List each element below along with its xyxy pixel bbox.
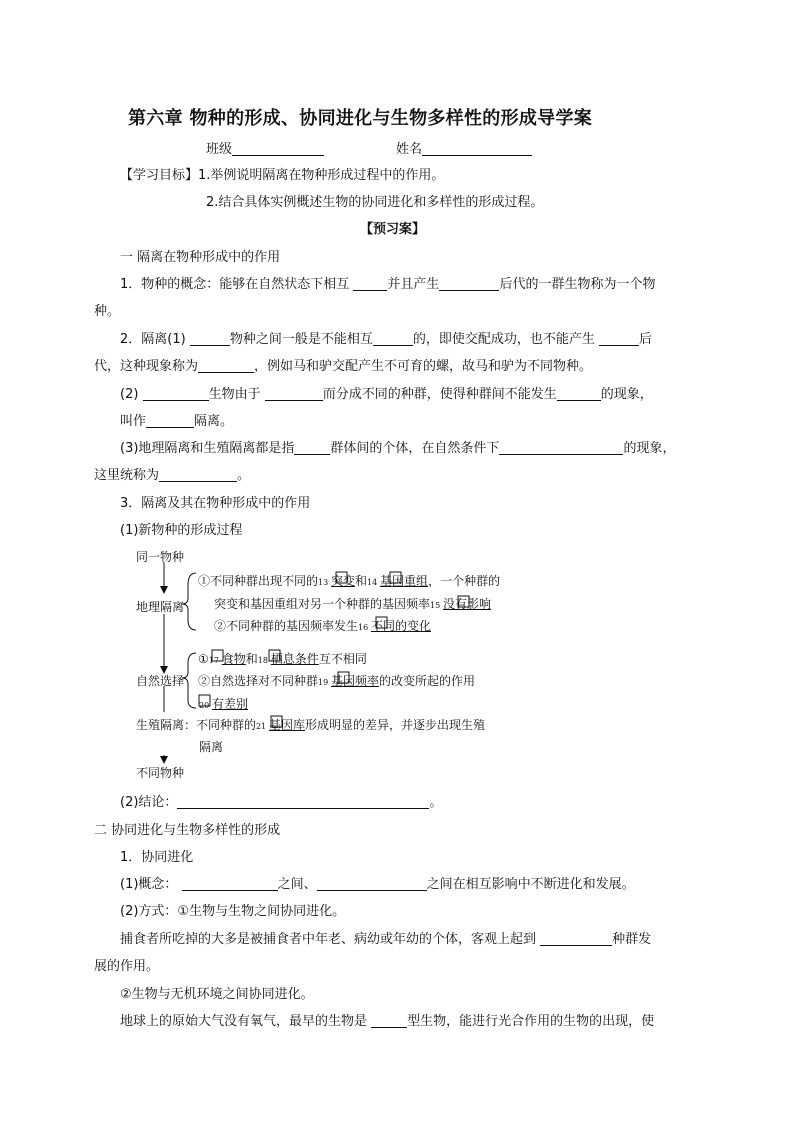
nat-1c: 和 <box>245 652 258 666</box>
q2-text-f: ，例如马和驴交配产生不可育的螺，故马和驴为不同物种。 <box>254 359 593 374</box>
rep-a: 生殖隔离：不同种群的 <box>136 718 257 732</box>
objective-2: 2.结合具体实例概述生物的协同进化和多样性的形成过程。 <box>206 195 544 210</box>
box-18-label: 18 <box>257 656 268 665</box>
box-19-label: 19 <box>318 678 329 687</box>
flow-nat-line1 <box>198 650 367 667</box>
class-label: 班级 <box>206 142 233 157</box>
flow-geo: 地理隔离 <box>136 600 185 614</box>
name-label: 姓名 <box>396 142 423 157</box>
flow-geo-line2 <box>214 595 491 612</box>
arrow-1-head <box>160 586 168 594</box>
q1-text-a: 1．物种的概念：能够在自然状态下相互 <box>120 277 350 292</box>
atmosphere-text-a: 地球上的原始大气没有氧气，最早的生物是 <box>120 1014 368 1029</box>
q2-text-a: 2．隔离(1) <box>120 332 186 347</box>
nat-brace <box>182 653 196 708</box>
q2-2-text-c: 而分成不同的种群，使得种群间不能发生 <box>322 387 557 402</box>
box-21-label: 21 <box>256 722 267 731</box>
section1-heading: 一 隔离在物种形成中的作用 <box>120 250 281 265</box>
q2-2-text-b: 生物由于 <box>208 387 261 402</box>
geo-2b: 没有影响 <box>443 597 492 611</box>
concept-label: (1)概念： <box>120 877 178 892</box>
flow-geo-line3 <box>214 617 431 634</box>
flow-start: 同一物种 <box>136 550 185 564</box>
concept-blank-1[interactable] <box>182 876 278 891</box>
q3-1-heading: (1)新物种的形成过程 <box>120 523 243 538</box>
atmosphere-text-b: 型生物，能进行光合作用的生物的出现，使 <box>407 1014 655 1029</box>
predator-text-a: 捕食者所吃掉的大多是被捕食者中年老、病幼或年幼的个体，客观上起到 <box>120 932 537 947</box>
q2-3-text-a: (3)地理隔离和生殖隔离都是指 <box>120 441 295 456</box>
nat-1d: 栖息条件 <box>270 652 319 666</box>
nat-2c: 的改变所起的作用 <box>379 674 476 688</box>
q2-3-text-e: 。 <box>237 468 251 483</box>
flow-nat: 自然选择 <box>136 674 185 688</box>
nat-2b: 基因频率 <box>331 674 380 688</box>
nat-1e: 互不相同 <box>318 652 367 666</box>
atmosphere-blank[interactable] <box>371 1013 407 1028</box>
concept-blank-2[interactable] <box>317 876 427 891</box>
flow-geo-line1 <box>198 572 500 589</box>
geo-3a: ②不同种群的基因频率发生 <box>214 619 359 633</box>
rep-b: 基因库 <box>269 718 306 732</box>
q2-2-text-e: 叫作 <box>120 414 147 429</box>
conclusion-blank[interactable] <box>177 794 429 809</box>
concept-line <box>120 873 635 892</box>
predator-line2: 展的作用。 <box>94 959 160 974</box>
flow-rep-line1 <box>136 716 485 733</box>
conclusion-line <box>120 791 442 810</box>
geo-1a: ①不同种群出现不同的 <box>198 574 319 588</box>
q2-text-d: 后 <box>639 332 653 347</box>
geo-3b: 不同的变化 <box>371 619 432 633</box>
method-line: (2)方式：①生物与生物之间协同进化。 <box>120 904 346 919</box>
preview-heading: 【预习案】 <box>360 222 426 237</box>
predator-blank[interactable] <box>540 931 612 946</box>
conclusion-end: 。 <box>429 795 443 810</box>
predator-text-b: 种群发 <box>612 932 652 947</box>
q2-2-text-f: 隔离。 <box>194 414 234 429</box>
flow-nat-line3 <box>199 695 248 712</box>
nat-1a: ① <box>198 652 209 666</box>
environment-line: ②生物与无机环境之间协同进化。 <box>120 987 314 1002</box>
coevolution-heading: 1．协同进化 <box>120 850 194 865</box>
box-14-label: 14 <box>367 578 378 587</box>
q2-3-text-c: 的现象， <box>623 441 676 456</box>
flow-nat-line2 <box>198 672 475 689</box>
q2-text-e: 代，这种现象称为 <box>94 359 199 374</box>
q2-2-text-d: 的现象， <box>600 387 653 402</box>
box-16-label: 16 <box>358 623 369 632</box>
nat-3: 有差别 <box>212 697 249 711</box>
geo-1d: 基因重组 <box>380 574 429 588</box>
concept-text-b: 之间、 <box>277 877 317 892</box>
q1-line2: 种。 <box>94 304 121 319</box>
arrow-4-head <box>160 756 168 764</box>
atmosphere-line <box>120 1010 654 1029</box>
flow-end: 不同物种 <box>136 766 185 780</box>
q2-3-text-b: 群体间的个体，在自然条件下 <box>330 441 500 456</box>
rep-c: 形成明显的差异，并逐步出现生殖 <box>305 718 486 732</box>
q1-text-c: 后代的一群生物称为一个物 <box>499 277 656 292</box>
page-title: 第六章 物种的形成、协同进化与生物多样性的形成导学案 <box>128 108 593 129</box>
nat-1b: 食物 <box>221 652 246 666</box>
box-17-label: 17 <box>208 656 219 665</box>
geo-1e: ，一个种群的 <box>428 574 501 588</box>
flow-rep-line2: 隔离 <box>199 740 224 754</box>
nat-2a: ②自然选择对不同种群 <box>198 674 319 688</box>
geo-2a: 突变和基因重组对另一个种群的基因频率 <box>214 597 431 611</box>
objective-1: 1.举例说明隔离在物种形成过程中的作用。 <box>198 168 445 183</box>
geo-brace <box>182 573 196 630</box>
q2-text-c: 的，即使交配成功，也不能产生 <box>412 332 595 347</box>
q2-2-text-a: (2) <box>120 387 139 402</box>
q1-text-b: 并且产生 <box>387 277 440 292</box>
objectives-tag: 【学习目标】 <box>120 168 199 183</box>
section2-heading: 二 协同进化与生物多样性的形成 <box>94 823 281 838</box>
predator-line1 <box>120 928 651 947</box>
concept-text-c: 之间在相互影响中不断进化和发展。 <box>426 877 635 892</box>
geo-1c: 和 <box>355 574 368 588</box>
q2-3-text-d: 这里统称为 <box>94 468 160 483</box>
box-15-label: 15 <box>430 601 441 610</box>
conclusion-label: (2)结论： <box>120 795 178 810</box>
q3-heading: 3．隔离及其在物种形成中的作用 <box>120 496 311 511</box>
box-13-label: 13 <box>318 578 329 587</box>
q2-text-b: 物种之间一般是不能相互 <box>229 332 373 347</box>
geo-1b: 突变 <box>331 574 356 588</box>
box-20-label: 20 <box>199 701 210 710</box>
